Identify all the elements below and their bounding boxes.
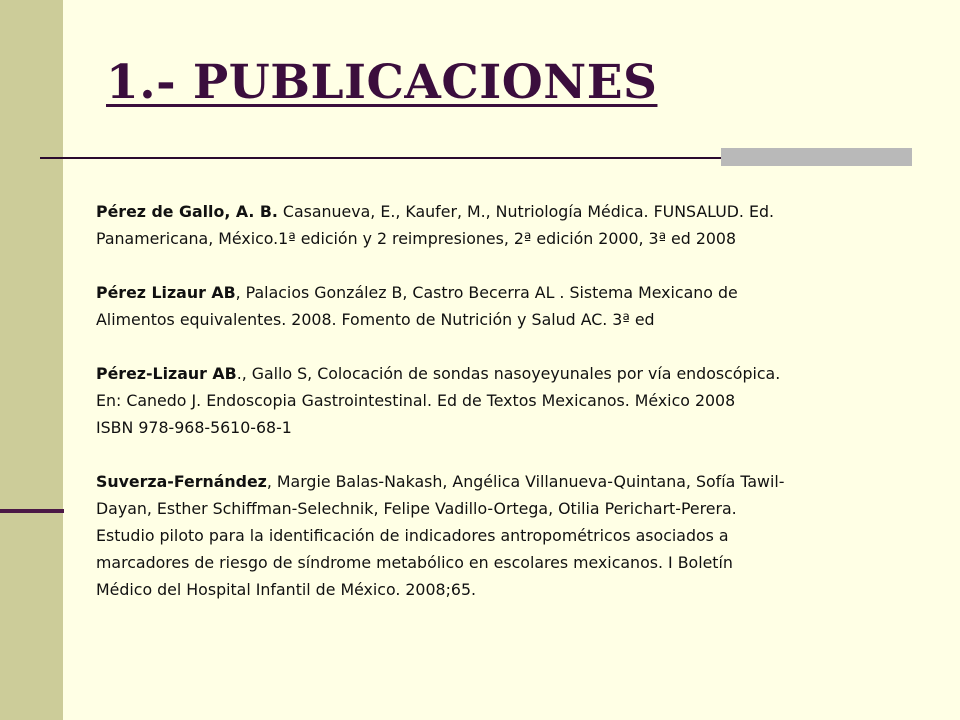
title-divider-block xyxy=(721,148,912,166)
publication-text: En: Canedo J. Endoscopia Gastrointestinal. Ed de Textos Mexicanos. México 2008 xyxy=(96,391,736,410)
left-sidebar-bar xyxy=(0,0,63,720)
publication-text: Dayan, Esther Schiffman-Selechnik, Felipe Vadillo-Ortega, Otilia Perichart-Perera. xyxy=(96,499,737,518)
publication-text: ., Gallo S, Colocación de sondas nasoyeyunales por vía endoscópica. xyxy=(236,364,781,383)
left-accent-line xyxy=(0,509,64,513)
publication-isbn: ISBN 978-968-5610-68-1 xyxy=(96,418,292,437)
publication-entry-1 xyxy=(96,198,916,252)
slide-title: 1.- PUBLICACIONES xyxy=(106,55,658,110)
publication-entry-2 xyxy=(96,279,916,333)
publication-text: Médico del Hospital Infantil de México. 2008;65. xyxy=(96,580,477,599)
publication-text: Alimentos equivalentes. 2008. Fomento de Nutrición y Salud AC. 3ª ed xyxy=(96,310,655,329)
publication-text: marcadores de riesgo de síndrome metabólico en escolares mexicanos. I Boletín xyxy=(96,553,733,572)
publication-author: Pérez de Gallo, A. B. xyxy=(96,202,278,221)
publication-text: , Margie Balas-Nakash, Angélica Villanueva-Quintana, Sofía Tawil- xyxy=(266,472,785,491)
publication-text: Panamericana, México.1ª edición y 2 reimpresiones, 2ª edición 2000, 3ª ed 2008 xyxy=(96,229,737,248)
publications-list xyxy=(96,198,916,630)
publication-author: Pérez-Lizaur AB xyxy=(96,364,237,383)
publication-text: Casanueva, E., Kaufer, M., Nutriología Médica. FUNSALUD. Ed. xyxy=(277,202,774,221)
publication-entry-4 xyxy=(96,468,916,603)
publication-author: Pérez Lizaur AB xyxy=(96,283,236,302)
publication-author: Suverza-Fernández xyxy=(96,472,267,491)
publication-text: Estudio piloto para la identificación de indicadores antropométricos asociados a xyxy=(96,526,729,545)
publication-entry-3 xyxy=(96,360,916,441)
publication-text: , Palacios González B, Castro Becerra AL . Sistema Mexicano de xyxy=(235,283,738,302)
